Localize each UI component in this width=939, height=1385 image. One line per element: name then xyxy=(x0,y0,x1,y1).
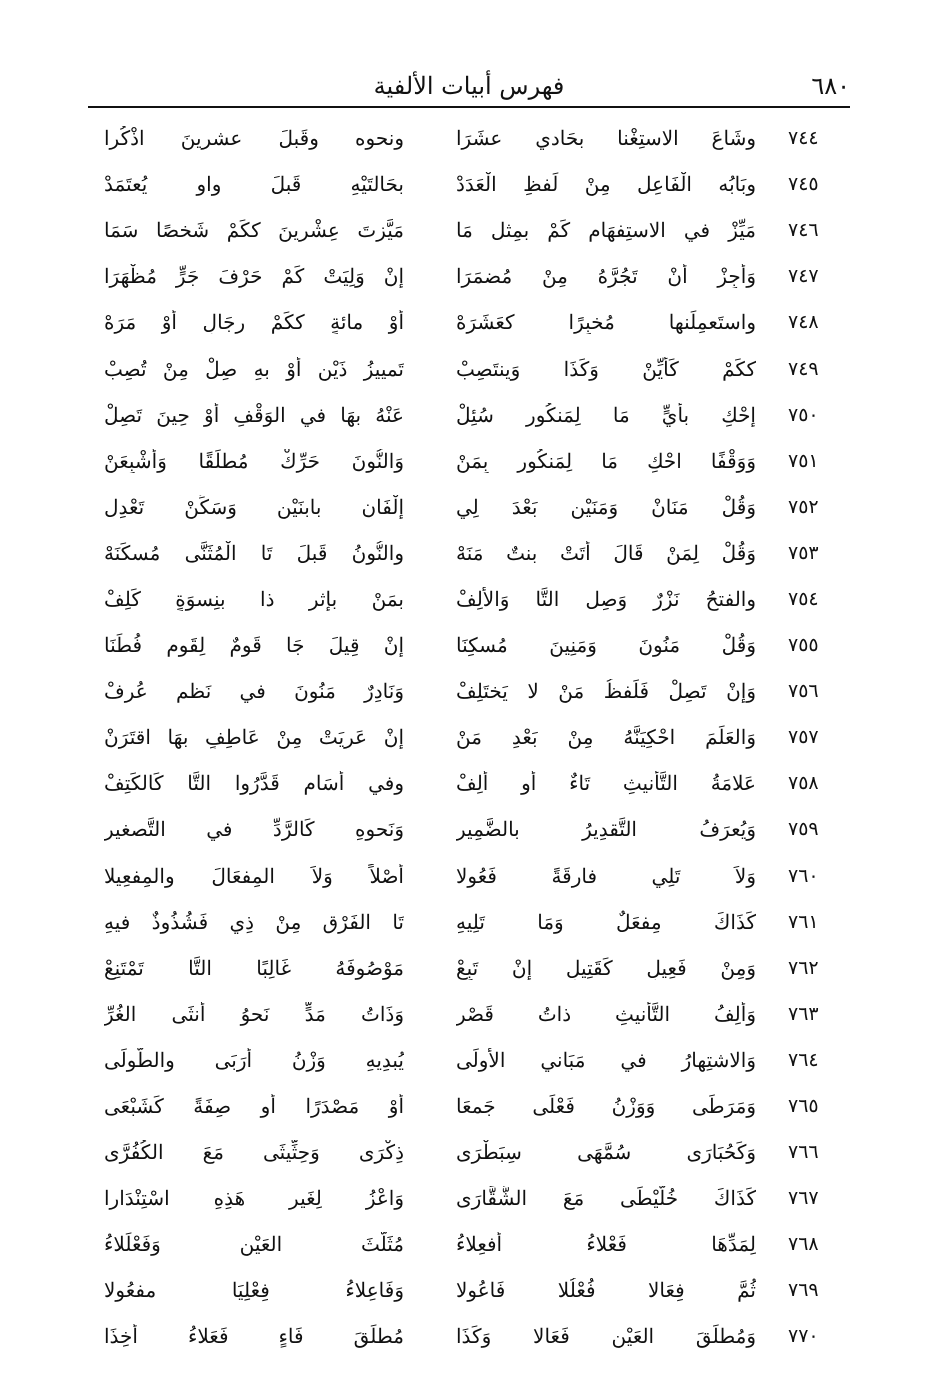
verse-row xyxy=(88,714,850,760)
verse-first-hemistich: وَقُلْ لِمَنْ قَالَ أتَتْ بنتٌ مَنَهْ xyxy=(456,540,756,565)
verse-second-hemistich: بحَالتَيْهِ قَبلَ واوٍ يُعتَمَدْ xyxy=(104,172,404,197)
verse-second-hemistich: وَنَادِرٌ مَنُونَ في نَظمٍ عُرِفْ xyxy=(104,679,404,704)
verse-first-hemistich: وَلاَ تَلِي فارِقَةً فَعُولا xyxy=(456,863,756,888)
verse-row xyxy=(88,760,850,806)
verse-first-hemistich: وَالعَلَمَ احْكِيَنَّهُ مِنْ بَعْدِ مَنْ xyxy=(456,725,756,750)
verse-second-hemistich: ذِكْرَى وَحِثِّيثَى مَعَ الكُفُرَّى xyxy=(104,1140,404,1165)
verse-number: ٧٦٦ xyxy=(788,1141,819,1164)
verse-number: ٧٧٠ xyxy=(788,1325,819,1348)
verse-row xyxy=(88,1267,850,1313)
verse-second-hemistich: أوْ مَصْدَرًا أو صِفَةً كَشَبْعَى xyxy=(104,1094,404,1119)
verse-row xyxy=(88,1313,850,1359)
verse-second-hemistich: عَنْهُ بهَا في الوَقْفِ أوْ حِينَ تَصِلْ xyxy=(104,402,404,427)
verse-first-hemistich: وبَابُه الْفَاعِلِ مِنْ لَفظِ الْعَدَدْ xyxy=(456,172,756,197)
verse-list xyxy=(88,115,850,1360)
verse-second-hemistich: أصْلاً وَلاَ المِفعَالَ والمِفعِيلا xyxy=(104,863,404,888)
verse-number: ٧٤٩ xyxy=(788,357,819,380)
verse-row xyxy=(88,438,850,484)
verse-number: ٧٤٤ xyxy=(788,127,819,150)
verse-second-hemistich: أوْ مائةٍ ككَمْ رجَالٍ أوْ مَرَهْ xyxy=(104,310,404,335)
verse-first-hemistich: وَألِفُ التَّأنيثِ ذاتُ قَصْرِ xyxy=(456,1001,756,1026)
verse-first-hemistich: وَقُلْ مَنَانْ وَمَنَيْنِ بَعْدَ لِي xyxy=(456,494,756,519)
verse-second-hemistich: بمَنْ بإثرِ ذا بنِسوَةٍ كَلِفْ xyxy=(104,586,404,611)
verse-row xyxy=(88,1129,850,1175)
verse-row xyxy=(88,345,850,391)
verse-second-hemistich: مُطلَقَ فَاءٍ فَعَلاءُ أُخِذَا xyxy=(104,1324,404,1349)
verse-row xyxy=(88,668,850,714)
verse-row xyxy=(88,115,850,161)
verse-first-hemistich: ككَمْ كَأيِّنْ وَكَذَا وَينتَصِبْ xyxy=(456,356,756,381)
verse-second-hemistich: وَاعْزُ لِغَيرِ هَذِهِ اسْتِنْدَارا xyxy=(104,1186,404,1211)
verse-row xyxy=(88,392,850,438)
verse-second-hemistich: مُثَلَّثَ العَيْنِ وَفَعْلَلاءُ xyxy=(104,1232,404,1257)
verse-second-hemistich: تَمييزُ ذَيْنِ أوْ بهِ صِلْ مِنْ تُصِبْ xyxy=(104,356,404,381)
verse-first-hemistich: وَيُعرَفُ التَّقدِيرُ بالضَّمِيرِ xyxy=(456,817,756,842)
verse-row xyxy=(88,1037,850,1083)
verse-number: ٧٥٤ xyxy=(788,587,819,610)
header-divider xyxy=(88,106,850,108)
verse-number: ٧٥٨ xyxy=(788,772,819,795)
verse-number: ٧٦٧ xyxy=(788,1187,819,1210)
verse-row xyxy=(88,207,850,253)
verse-second-hemistich: والنُّونُ قَبلَ تَا الْمُثَنَّى مُسكَنَهْ xyxy=(104,540,404,565)
verse-second-hemistich: وَالنُّونَ حَرِّكْ مُطلَقًا وَأشْبِعَنْ xyxy=(104,448,404,473)
verse-first-hemistich: لِمَدِّهَا فَعْلاءُ أفعِلاءُ xyxy=(456,1232,756,1257)
verse-first-hemistich: كَذَاكَ مِفعَلٌ وَمَا تَلِيهِ xyxy=(456,909,756,934)
verse-second-hemistich: تَا الفَرْقِ مِنْ ذِي فَشُذُوذٌ فيهِ xyxy=(104,909,404,934)
verse-number: ٧٦٢ xyxy=(788,956,819,979)
verse-row xyxy=(88,945,850,991)
verse-number: ٧٥٧ xyxy=(788,726,819,749)
verse-first-hemistich: وَمَرَطَى وَوَزْنُ فَعْلَى جَمعَا xyxy=(456,1094,756,1119)
verse-first-hemistich: وَمِنْ فَعِيلٍ كَقَتِيلٍ إنْ تَبِعْ xyxy=(456,955,756,980)
verse-number: ٧٦٤ xyxy=(788,1048,819,1071)
verse-row xyxy=(88,1221,850,1267)
verse-row xyxy=(88,576,850,622)
verse-number: ٧٤٧ xyxy=(788,265,819,288)
verse-first-hemistich: وَمُطلَقَ العَيْنِ فَعَالا وَكَذَا xyxy=(456,1324,756,1349)
verse-row xyxy=(88,161,850,207)
verse-second-hemistich: إنْ قِيلَ جَا قَومٌ لِقَومٍ فُطَنَا xyxy=(104,633,404,658)
verse-row xyxy=(88,253,850,299)
verse-number: ٧٥٥ xyxy=(788,634,819,657)
page-title: فهرس أبيات الألفية xyxy=(373,72,565,100)
verse-row xyxy=(88,484,850,530)
verse-first-hemistich: وَكَحُبَارَى سُمَّهَى سِبَطْرَى xyxy=(456,1140,756,1165)
verse-second-hemistich: إلْفَانِ بابنَيْنِ وَسَكِّنْ تَعْدِلِ xyxy=(104,494,404,519)
verse-first-hemistich: إحْكِ بأيٍّ مَا لِمَنكُورٍ سُئِلْ xyxy=(456,402,756,427)
verse-number: ٧٥٠ xyxy=(788,403,819,426)
verse-number: ٧٦٠ xyxy=(788,864,819,887)
verse-first-hemistich: وَالاشتِهارُ في مَبَاني الأُولَى xyxy=(456,1047,756,1072)
verse-row xyxy=(88,806,850,852)
verse-first-hemistich: كَذَاكَ خُلَّيْطَى مَعَ الشُّقَّارَى xyxy=(456,1186,756,1211)
verse-number: ٧٥٩ xyxy=(788,818,819,841)
verse-first-hemistich: وَوَقْفًا احْكِ مَا لِمَنكُورٍ بِمَنْ xyxy=(456,448,756,473)
page-number: ٦٨٠ xyxy=(811,72,850,100)
verse-number: ٧٦٨ xyxy=(788,1233,819,1256)
verse-number: ٧٤٨ xyxy=(788,311,819,334)
verse-number: ٧٤٦ xyxy=(788,219,819,242)
page-header xyxy=(88,70,850,104)
verse-second-hemistich: يُبدِيهِ وَزْنُ أُرَبَى والطُّولَى xyxy=(104,1047,404,1072)
verse-number: ٧٦٥ xyxy=(788,1095,819,1118)
verse-second-hemistich: مَيَّزتَ عِشْرِينَ ككَمْ شَخصًا سَمَا xyxy=(104,218,404,243)
verse-first-hemistich: وَإنْ تَصِلْ فَلَفظُ مَنْ لا يَختَلِفْ xyxy=(456,679,756,704)
verse-row xyxy=(88,530,850,576)
verse-number: ٧٦٣ xyxy=(788,1002,819,1025)
verse-second-hemistich: وَذَاتُ مَدٍّ نَحوُ أُنثَى الغُرِّ xyxy=(104,1001,404,1026)
verse-second-hemistich: ونحوه وقَبلَ عشرينَ اذْكُرا xyxy=(104,126,404,151)
verse-number: ٧٦١ xyxy=(788,910,819,933)
verse-number: ٧٥٦ xyxy=(788,680,819,703)
verse-second-hemistich: وَفَاعِلاءُ فِعْلِيَا مفعُولا xyxy=(104,1278,404,1303)
verse-row xyxy=(88,899,850,945)
verse-first-hemistich: وشَاعَ الاستِغْنا بحَادي عشَرَا xyxy=(456,126,756,151)
verse-second-hemistich: إنْ عَرِيَتْ مِنْ عَاطِفٍ بهَا اقتَرَنْ xyxy=(104,725,404,750)
verse-row xyxy=(88,1175,850,1221)
verse-number: ٧٥١ xyxy=(788,449,819,472)
verse-row xyxy=(88,622,850,668)
verse-first-hemistich: والفتحُ نَزْرٌ وَصِلِ التَّا وَالألِفْ xyxy=(456,586,756,611)
verse-number: ٧٥٢ xyxy=(788,495,819,518)
verse-first-hemistich: مَيِّزْ في الاستِفهَام كَمْ بمِثلِ مَا xyxy=(456,218,756,243)
verse-second-hemistich: إنْ وَلِيَتْ كَمْ حَرْفَ جَرٍّ مُظْهَرَا xyxy=(104,264,404,289)
verse-first-hemistich: واستَعمِلَنها مُخبِرًا كعَشَرَهْ xyxy=(456,310,756,335)
verse-number: ٧٥٣ xyxy=(788,541,819,564)
verse-first-hemistich: وَقُلْ مَنُونَ وَمَنِينَ مُسكِنَا xyxy=(456,633,756,658)
verse-row xyxy=(88,1083,850,1129)
verse-number: ٧٤٥ xyxy=(788,173,819,196)
verse-first-hemistich: عَلامَةُ التَّأنيثِ تَاءٌ أو ألِفْ xyxy=(456,771,756,796)
verse-second-hemistich: مَوْصُوفَهُ غَالِبًا التَّا تَمْتَنِعْ xyxy=(104,955,404,980)
verse-second-hemistich: وَنَحوِهِ كَالرَّدِّ في التَّصغيرِ xyxy=(104,817,404,842)
verse-row xyxy=(88,299,850,345)
verse-first-hemistich: ثُمَّ فِعَالا فُعْلُلا فَاعُولا xyxy=(456,1278,756,1303)
verse-number: ٧٦٩ xyxy=(788,1279,819,1302)
verse-row xyxy=(88,991,850,1037)
verse-second-hemistich: وفي أسَامٍ قَدَّرُوا التَّا كَالكَتِفْ xyxy=(104,771,404,796)
verse-first-hemistich: وَأجِزْ أنْ تَجُرَّهُ مِنْ مُضمَرَا xyxy=(456,264,756,289)
verse-row xyxy=(88,853,850,899)
